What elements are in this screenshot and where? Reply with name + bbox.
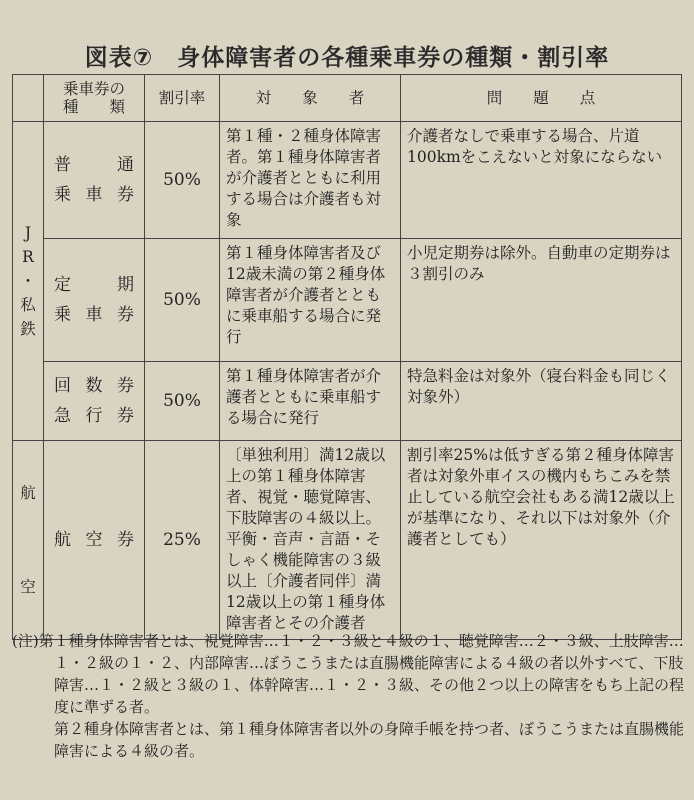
group-rail-char: 鉄 xyxy=(20,320,36,338)
footnote-first-class: (注)第１種身体障害者とは、視覚障害…１・２・３級と４級の１、聴覚障害…２・３級、上肢障害…１・２級の１・２、内部障害…ぼうこうまたは直腸機能障害による４級の者以外すべて、下肢障害…１・２級と３級の１、体幹障害…１・２・３級、その他２つ以上の障害をもち上記の程度に準ずる者。 xyxy=(12,632,685,716)
footnotes xyxy=(12,630,684,762)
group-rail-char: J xyxy=(24,224,32,242)
header-ticket-line2: 種 類 xyxy=(62,98,125,116)
group-rail-char: ・ xyxy=(20,272,36,290)
header-rate: 割引率 xyxy=(145,75,220,122)
figure-title: 図表⑦ 身体障害者の各種乗車券の種類・割引率 xyxy=(84,45,610,71)
table-row xyxy=(13,239,682,362)
group-rail xyxy=(13,122,44,441)
target-cell: 第１種身体障害者が介護者とともに乗車船する場合に発行 xyxy=(220,362,401,441)
header-ticket-type xyxy=(44,75,145,122)
group-air-char: 空 xyxy=(20,578,36,596)
discount-rate: 50% xyxy=(145,239,220,362)
target-cell: 〔単独利用〕満12歳以上の第１種身体障害者、視覚・聴覚障害、下肢障害の４級以上。平衡・音声・言語・そしゃく機能障害の３級以上〔介護者同伴〕満12歳以上の第１種身体障害者とその介護者 xyxy=(220,441,401,640)
problem-cell: 介護者なしで乗車する場合、片道100kmをこえないと対象にならない xyxy=(401,122,682,239)
header-problem: 問 題 点 xyxy=(401,75,682,122)
group-rail-char: R xyxy=(22,248,34,266)
header-row xyxy=(13,75,682,122)
discount-rate: 50% xyxy=(145,362,220,441)
header-ticket-line1: 乗車券の xyxy=(62,80,125,98)
table-row xyxy=(13,122,682,239)
target-cell: 第１種身体障害者及び12歳未満の第２種身体障害者が介護者とともに乗車船する場合に発行 xyxy=(220,239,401,362)
group-air xyxy=(13,441,44,640)
discount-rate: 25% xyxy=(145,441,220,640)
table-row xyxy=(13,362,682,441)
problem-cell: 小児定期券は除外。自動車の定期券は３割引のみ xyxy=(401,239,682,362)
header-blank xyxy=(13,75,44,122)
ticket-name: 定 期 乗 車 券 xyxy=(44,239,145,362)
ticket-name: 回 数 券 急 行 券 xyxy=(44,362,145,441)
group-air-char: 航 xyxy=(20,484,36,502)
ticket-table xyxy=(12,74,682,640)
group-rail-char: 私 xyxy=(20,296,36,314)
target-cell: 第１種・２種身体障害者。第１種身体障害者が介護者とともに利用する場合は介護者も対象 xyxy=(220,122,401,239)
footnote-second-class: 第２種身体障害者とは、第１種身体障害者以外の身障手帳を持つ者、ぼうこうまたは直腸機能障害による４級の者。 xyxy=(54,720,685,760)
table-row xyxy=(13,441,682,640)
ticket-name: 普 通 乗 車 券 xyxy=(44,122,145,239)
discount-rate: 50% xyxy=(145,122,220,239)
ticket-name: 航 空 券 xyxy=(44,441,145,640)
header-target: 対 象 者 xyxy=(220,75,401,122)
problem-cell: 割引率25%は低すぎる第２種身体障害者は対象外車イスの機内もちこみを禁止している航空会社もある満12歳以上が基準になり、それ以下は対象外（介護者としても） xyxy=(401,441,682,640)
problem-cell: 特急料金は対象外（寝台料金も同じく対象外） xyxy=(401,362,682,441)
